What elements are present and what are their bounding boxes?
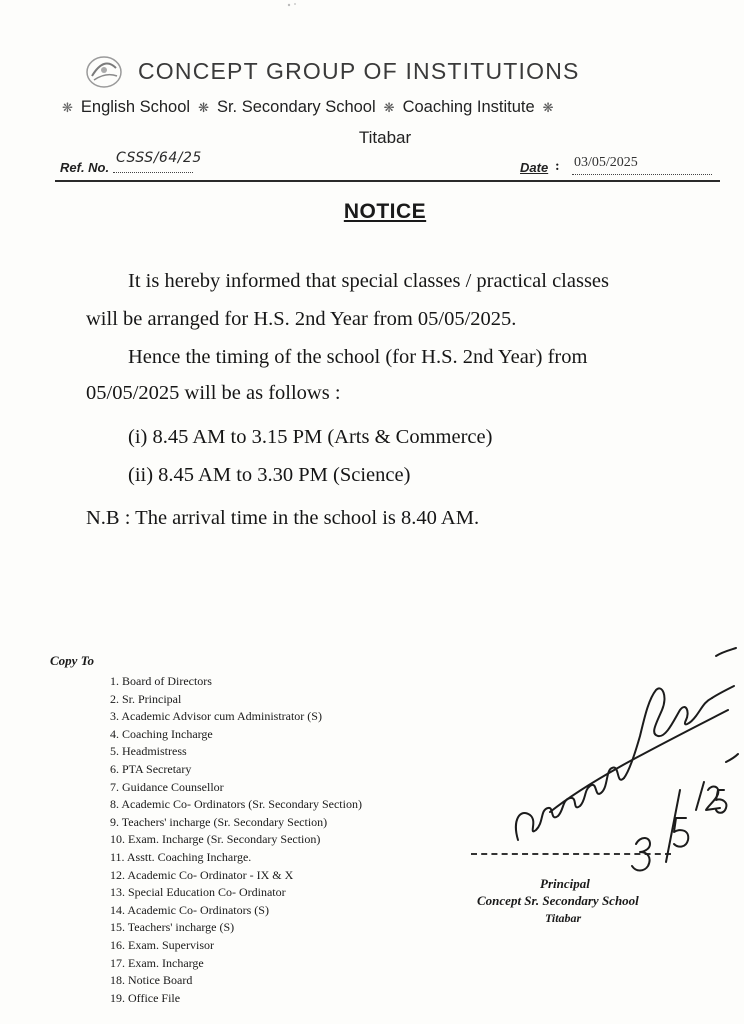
copy-to-list [110, 673, 362, 1007]
list-item: 15. Teachers' incharge (S) [110, 920, 235, 935]
list-item: 19. Office File [110, 990, 181, 1005]
scan-speck [286, 2, 298, 8]
list-item: 3. Academic Advisor cum Administrator (S) [110, 709, 322, 724]
institution-town: Titabar [358, 128, 412, 147]
list-item: 4. Coaching Incharge [110, 726, 213, 741]
date-colon: : [555, 159, 560, 174]
list-item: 8. Academic Co- Ordinators (Sr. Secondary Section) [110, 797, 362, 812]
notice-title: NOTICE [343, 200, 427, 223]
date-label [520, 160, 548, 175]
ref-dotted-line [113, 172, 193, 173]
signatory-title: Principal [540, 876, 590, 891]
date-value: 03/05/2025 [574, 155, 638, 170]
ref-number: CSSS/64/25 [116, 150, 202, 166]
list-item: 17. Exam. Incharge [110, 955, 204, 970]
list-item: 11. Asstt. Coaching Incharge. [110, 849, 252, 864]
list-item: 12. Academic Co- Ordinator - IX & X [110, 867, 294, 882]
notice-paragraph-2-line-1: Hence the timing of the school (for H.S. 2nd Year) from [128, 346, 588, 368]
institution-logo [84, 52, 124, 92]
unit-coaching-institute: Coaching Institute [402, 98, 535, 116]
ref-label: Ref. No. [60, 160, 110, 175]
copy-to-label: Copy To [50, 653, 94, 668]
handwritten-signature [490, 640, 740, 890]
asterisk-star-icon: ❋ [198, 99, 209, 115]
list-item: 16. Exam. Supervisor [110, 937, 214, 952]
unit-sr-secondary-school: Sr. Secondary School [216, 98, 376, 116]
notice-paragraph-2-line-2: 05/05/2025 will be as follows : [86, 382, 341, 404]
asterisk-star-icon: ❋ [542, 99, 554, 115]
list-item: 10. Exam. Incharge (Sr. Secondary Section) [110, 832, 321, 847]
unit-english-school: English School [80, 98, 191, 116]
list-item: 7. Guidance Counsellor [110, 779, 224, 794]
institution-name: CONCEPT GROUP OF INSTITUTIONS [138, 58, 580, 84]
list-item: 9. Teachers' incharge (Sr. Secondary Section) [110, 814, 328, 829]
list-item: 13. Special Education Co- Ordinator [110, 885, 286, 900]
date-label-text: Date [520, 160, 549, 175]
signatory-school: Concept Sr. Secondary School [477, 893, 639, 908]
list-item: 2. Sr. Principal [110, 691, 182, 706]
notice-paragraph-1-line-2: will be arranged for H.S. 2nd Year from 05/05/2025. [86, 308, 517, 330]
header-rule [55, 180, 720, 182]
institution-units [62, 98, 562, 117]
arrival-note: N.B : The arrival time in the school is 8.40 AM. [86, 507, 480, 529]
asterisk-star-icon: ❋ [62, 99, 73, 115]
notice-paragraph-1-line-1: It is hereby informed that special classes / practical classes [128, 270, 609, 292]
timing-item-science: (ii) 8.45 AM to 3.30 PM (Science) [128, 464, 411, 486]
list-item: 6. PTA Secretary [110, 761, 192, 776]
list-item: 14. Academic Co- Ordinators (S) [110, 902, 269, 917]
list-item: 18. Notice Board [110, 973, 193, 988]
list-item: 1. Board of Directors [110, 674, 212, 688]
signatory-town: Titabar [545, 911, 582, 925]
timing-item-arts-commerce: (i) 8.45 AM to 3.15 PM (Arts & Commerce) [128, 426, 493, 448]
asterisk-star-icon: ❋ [383, 99, 395, 115]
date-dotted-line [572, 174, 712, 175]
list-item: 5. Headmistress [110, 744, 187, 759]
